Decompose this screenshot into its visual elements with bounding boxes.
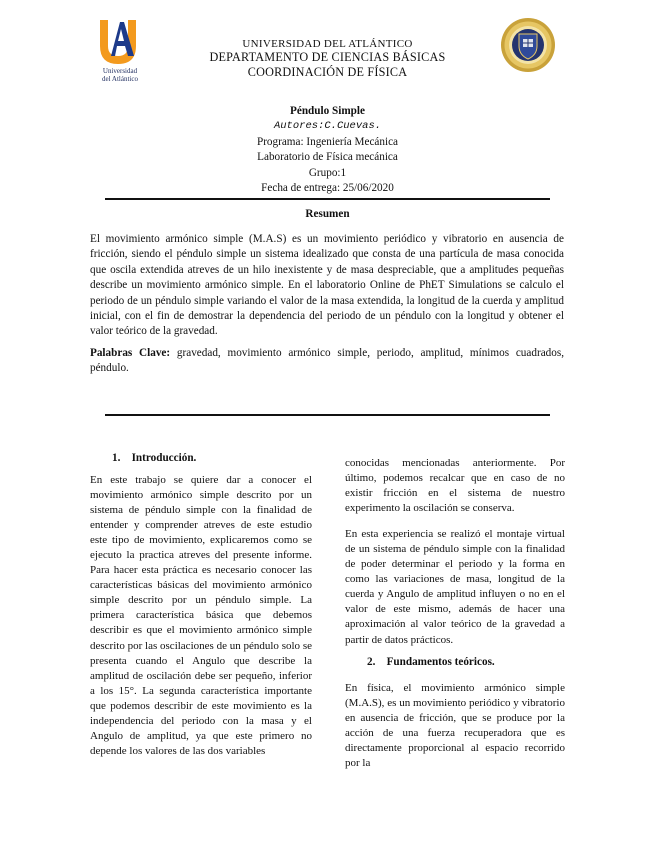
- logo-caption-line-1: Universidad: [102, 67, 138, 75]
- keywords: [90, 346, 564, 377]
- laboratory: Laboratorio de Física mecánica: [257, 151, 398, 164]
- paper-title: Péndulo Simple: [290, 105, 365, 117]
- intro-paragraph-2: En esta experiencia se realizó el montaje virtual de un sistema de péndulo simple con la finalidad de poder determinar el periodo y la forma en como las variaciones de masa, longitud de la cuerda y Angulo de amplitud influyen o no en el valor de este mismo, además de hacer una aproximación al valor teórico de la gravedad a partir de datos prácticos.: [345, 528, 565, 646]
- section-introduction-heading: 1. Introducción.: [112, 452, 197, 464]
- intro-paragraph-continued: conocidas mencionadas anteriormente. Por último, podemos recalcar que en caso de no existir fricción en el sistema de nuestro experimento la oscilación se conserva.: [345, 457, 565, 515]
- department-name: DEPARTAMENTO DE CIENCIAS BÁSICAS: [209, 50, 446, 64]
- abstract-text: El movimiento armónico simple (M.A.S) es un movimiento periódico y vibratorio en ausencia de fricción, siendo el péndulo simple un sistema idealizado que consta de una partícula de masa conocida que oscila extendida atreves de un hilo inexistente y de masa despreciable, que a amplitudes pequeñas describe un movimiento armónico simple. En el laboratorio Online de PhET Simulations se calculo el periodo de un péndulo simple variando el valor de la masa extendida, la longitud de la cuerda y amplitud inicial, con el fin de demostrar la dependencia del periodo de un péndulo con la longitud y obtener el valor teórico de la gravedad.: [90, 233, 564, 338]
- university-name: UNIVERSIDAD DEL ATLÁNTICO: [242, 38, 413, 50]
- divider-top: [105, 198, 550, 200]
- abstract-heading: Resumen: [305, 208, 350, 220]
- right-column: [345, 456, 565, 648]
- keywords-label: Palabras Clave:: [90, 347, 171, 359]
- keywords-list: gravedad, movimiento armónico simple, periodo, amplitud, mínimos cuadrados, péndulo.: [90, 347, 564, 375]
- group: Grupo:1: [308, 166, 347, 179]
- theory-paragraph: En física, el movimiento armónico simple (M.A.S), es un movimiento periódico y vibratorio en ausencia de fricción, que se produce por la acción de una fuerza recuperadora que es directamente proporcional al espacio recorrido por la: [345, 682, 565, 770]
- logo-caption-line-2: del Atlántico: [102, 74, 138, 83]
- left-column: [90, 473, 312, 759]
- program: Programa: Ingeniería Mecánica: [256, 135, 399, 148]
- section-theory-heading: 2. Fundamentos teóricos.: [367, 656, 495, 668]
- divider-bottom: [105, 414, 550, 416]
- delivery-date: Fecha de entrega: 25/06/2020: [261, 182, 394, 195]
- coordination-name: COORDINACIÓN DE FÍSICA: [247, 65, 408, 79]
- title-block: [0, 104, 655, 196]
- theory-column: [345, 681, 565, 771]
- intro-paragraph-1: En este trabajo se quiere dar a conocer el movimiento armónico simple descrito por un sistema de péndulo simple con la finalidad de entender y comprender atreves de este estudio este tipo de movimiento, explicaremos como se ejecuto la practica atreves del presente informe. Para hacer esta práctica es necesario conocer las características básicas del movimiento armónico simple descrito por un péndulo simple. La primera característica básica que debemos describir es que el movimiento armónico simple descrito por las oscilaciones de un péndulo solo se presenta cuando el Angulo que describe la amplitud de oscilación debe ser pequeño, inferior a los 15°. La segunda característica importante que podemos describir de este movimiento es la independencia del periodo con la masa y el Angulo de amplitud, ya que este primero no depende los valores de las dos variables: [90, 474, 312, 757]
- authors: Autores:C.Cuevas.: [273, 120, 382, 133]
